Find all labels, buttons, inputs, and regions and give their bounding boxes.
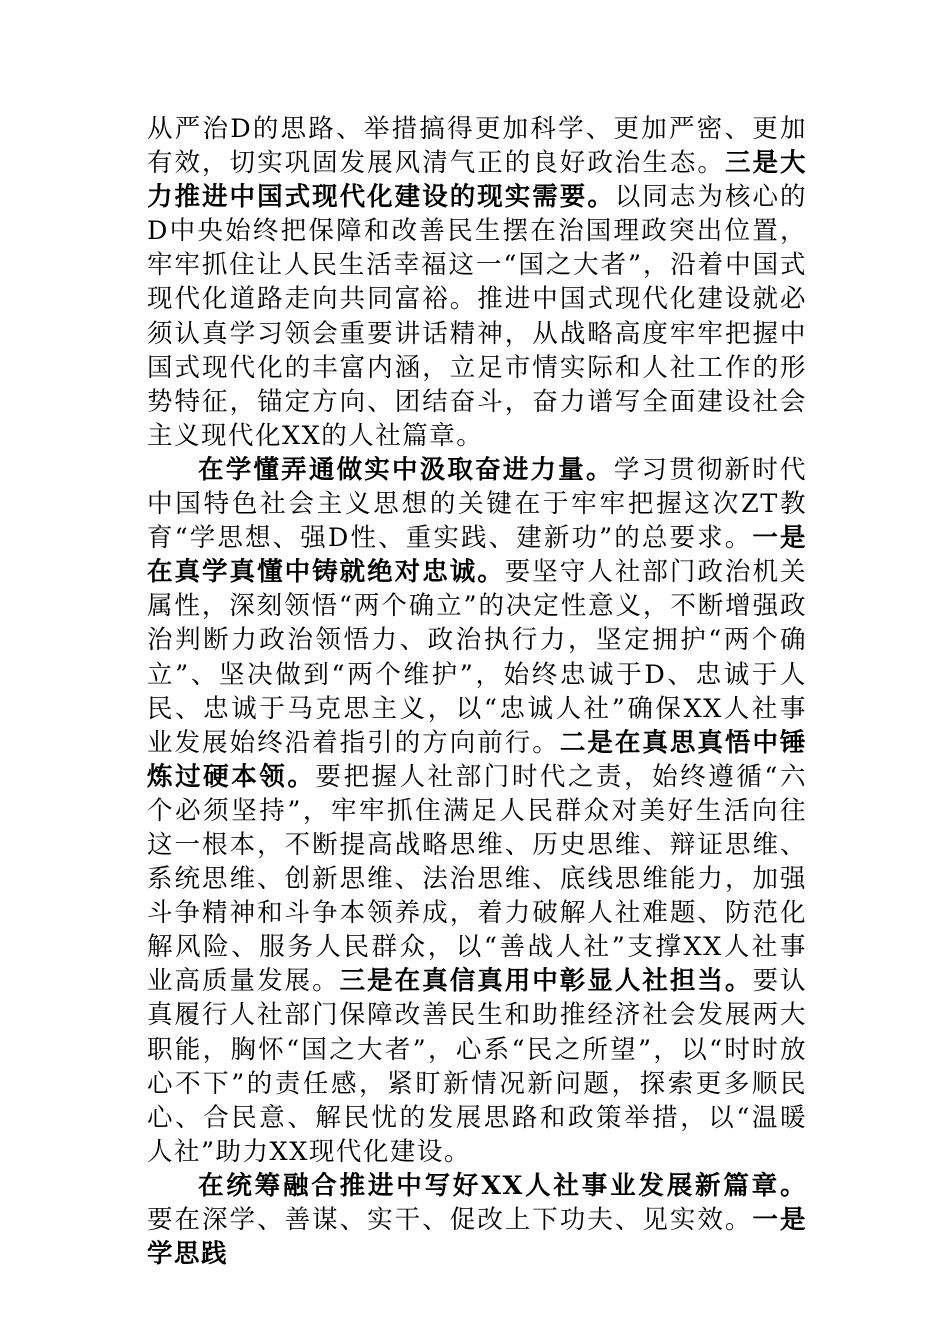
paragraph-2 [147, 453, 807, 1169]
document-body [147, 112, 807, 1271]
text-run: 要坚守人社部门政治机关属性，深刻领悟“两个确立”的决定性意义，不断增强政治判断力政治领悟力、政治执行力，坚定拥护“两个确立”、坚决做到“两个维护”，始终忠诚于D、忠诚于人民、忠诚于马克思主义，以“忠诚人社”确保XX人社事业发展始终沿着指引的方向前行。 [147, 557, 807, 758]
bold-heading-run: 二是在真思真悟中锤炼过硬本领。 [147, 727, 807, 792]
text-run: 以同志为核心的D中央始终把保障和改善民生摆在治国理政突出位置，牢牢抓住让人民生活幸福这一“国之大者”，沿着中国式现代化道路走向共同富裕。推进中国式现代化建设就必须认真学习领会重要讲话精神，从战略高度牢牢把握中国式现代化的丰富内涵，立足市情实际和人社工作的形势特征，锚定方向、团结奋斗，奋力谱写全面建设社会主义现代化XX的人社篇章。 [147, 182, 807, 451]
paragraph-3 [147, 1169, 807, 1271]
text-run: 要在深学、善谋、实干、促改上下功夫、见实效。 [147, 1205, 753, 1235]
text-run: 从严治D的思路、举措搞得更加科学、更加严密、更加有效，切实巩固发展风清气正的良好政治生态。 [147, 114, 807, 179]
bold-heading-run: 三是在真信真用中彰显人社担当。 [339, 966, 753, 997]
bold-heading-run: 在学懂弄通做实中汲取奋进力量。 [198, 454, 614, 485]
bold-heading-run: 一是在真学真懂中铸就绝对忠诚。 [147, 523, 807, 588]
text-run: 学习贯彻新时代中国特色社会主义思想的关键在于牢牢把握这次ZT教育“学思想、强D性、重实践、建新功”的总要求。 [147, 454, 807, 554]
bold-heading-run: 三是大力推进中国式现代化建设的现实需要。 [147, 148, 807, 213]
bold-heading-run: 在统筹融合推进中写好XX人社事业发展新篇章。 [198, 1170, 807, 1201]
text-run: 要认真履行人社部门保障改善民生和助推经济社会发展两大职能，胸怀“国之大者”，心系“民之所望”，以“时时放心不下”的责任感，紧盯新情况新问题，探索更多顺民心、合民意、解民忧的发展思路和政策举措，以“温暖人社”助力XX现代化建设。 [147, 966, 807, 1167]
text-run: 要把握人社部门时代之责，始终遵循“六个必须坚持”，牢牢抓住满足人民群众对美好生活向往这一根本，不断提高战略思维、历史思维、辩证思维、系统思维、创新思维、法治思维、底线思维能力，加强斗争精神和斗争本领养成，着力破解人社难题、防范化解风险、服务人民群众，以“善战人社”支撑XX人社事业高质量发展。 [147, 761, 807, 997]
paragraph-1 [147, 112, 807, 453]
bold-heading-run: 一是学思践 [147, 1205, 807, 1270]
